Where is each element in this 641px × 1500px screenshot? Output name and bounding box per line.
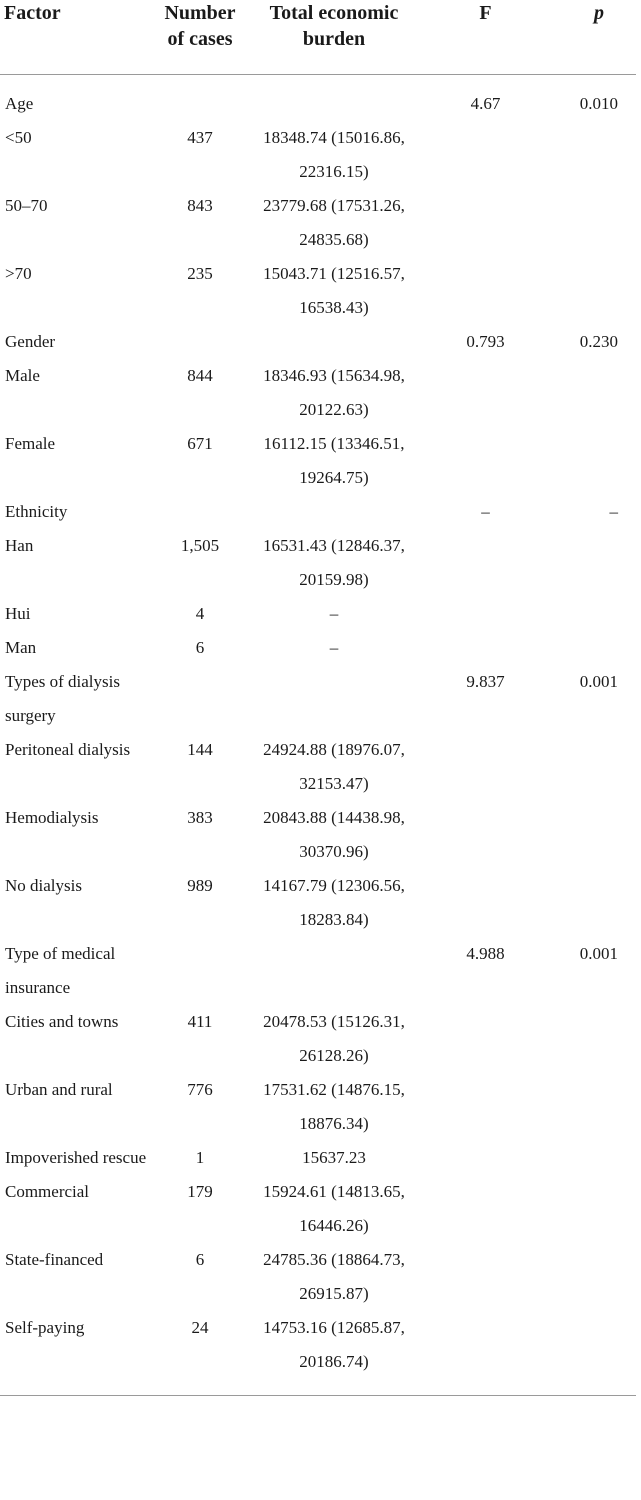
cell-total-economic-burden: 20478.53 (15126.31, 26128.26) bbox=[263, 1012, 405, 1065]
cell-p-value bbox=[548, 529, 636, 597]
cell-number-of-cases: 843 bbox=[187, 196, 213, 215]
cell-p-value bbox=[548, 121, 636, 189]
cell-p-value bbox=[548, 801, 636, 869]
cell-f-value bbox=[423, 1141, 548, 1175]
cell-total-economic-burden: 18348.74 (15016.86, 22316.15) bbox=[263, 128, 405, 181]
table-row bbox=[0, 1311, 636, 1396]
cell-factor: Self-paying bbox=[0, 1311, 155, 1396]
cell-number-of-cases: 989 bbox=[187, 876, 213, 895]
table-row bbox=[0, 189, 636, 257]
table-row bbox=[0, 1175, 636, 1243]
cell-factor: Age bbox=[5, 94, 34, 113]
table-row bbox=[0, 631, 636, 665]
cell-f-value bbox=[423, 257, 548, 325]
table-row bbox=[0, 121, 636, 189]
cell-f-value bbox=[423, 121, 548, 189]
cell-number-of-cases: 1,505 bbox=[180, 536, 220, 555]
cell-f-value bbox=[423, 1243, 548, 1311]
cell-f-value: 4.67 bbox=[470, 94, 501, 113]
cell-f-value bbox=[423, 359, 548, 427]
cell-f-value: 9.837 bbox=[466, 672, 505, 691]
cell-factor: Hui bbox=[5, 604, 31, 623]
cell-total-economic-burden: 17531.62 (14876.15, 18876.34) bbox=[263, 1080, 405, 1133]
header-p: p bbox=[548, 0, 636, 75]
cell-p-value bbox=[548, 1311, 636, 1396]
cell-total-economic-burden bbox=[245, 325, 423, 359]
cell-f-value: 4.988 bbox=[466, 944, 505, 963]
cell-factor: State-financed bbox=[5, 1250, 104, 1269]
cell-number-of-cases bbox=[155, 75, 245, 122]
cell-factor: Han bbox=[5, 536, 34, 555]
cell-total-economic-burden: 15924.61 (14813.65, 16446.26) bbox=[263, 1182, 405, 1235]
cell-factor: 50–70 bbox=[5, 196, 48, 215]
cell-factor: Ethnicity bbox=[5, 502, 68, 521]
cell-p-value: 0.230 bbox=[579, 332, 618, 351]
cell-total-economic-burden: 15043.71 (12516.57, 16538.43) bbox=[263, 264, 405, 317]
cell-number-of-cases: 179 bbox=[187, 1182, 213, 1201]
cell-number-of-cases: 144 bbox=[187, 740, 213, 759]
cell-factor: Gender bbox=[5, 332, 56, 351]
cell-number-of-cases: 844 bbox=[187, 366, 213, 385]
cell-number-of-cases: 776 bbox=[187, 1080, 213, 1099]
table-row bbox=[0, 869, 636, 937]
table-row bbox=[0, 1005, 636, 1073]
cell-factor: Hemodialysis bbox=[5, 808, 99, 827]
cell-total-economic-burden: – bbox=[329, 604, 339, 623]
header-total-economic-burden: Total economic burden bbox=[245, 0, 423, 75]
cell-total-economic-burden bbox=[245, 75, 423, 122]
cell-p-value bbox=[548, 631, 636, 665]
header-number-of-cases: Number of cases bbox=[155, 0, 245, 75]
cell-f-value bbox=[423, 801, 548, 869]
cell-number-of-cases bbox=[155, 495, 245, 529]
cell-f-value bbox=[423, 1073, 548, 1141]
cell-f-value: – bbox=[481, 502, 490, 521]
cell-total-economic-burden: 24785.36 (18864.73, 26915.87) bbox=[263, 1250, 405, 1303]
cell-total-economic-burden bbox=[245, 665, 423, 733]
cell-total-economic-burden bbox=[245, 937, 423, 1005]
cell-number-of-cases: 411 bbox=[187, 1012, 213, 1031]
cell-factor: >70 bbox=[5, 264, 32, 283]
header-row bbox=[0, 0, 636, 75]
cell-number-of-cases bbox=[155, 325, 245, 359]
cell-number-of-cases: 383 bbox=[187, 808, 213, 827]
cell-number-of-cases: 671 bbox=[187, 434, 213, 453]
header-factor: Factor bbox=[0, 0, 155, 75]
cell-p-value bbox=[548, 1243, 636, 1311]
cell-total-economic-burden: 16531.43 (12846.37, 20159.98) bbox=[263, 536, 405, 589]
cell-p-value bbox=[548, 597, 636, 631]
cell-factor: Female bbox=[5, 434, 56, 453]
cell-factor: Cities and towns bbox=[5, 1012, 119, 1031]
cell-factor: No dialysis bbox=[5, 876, 82, 895]
cell-f-value: 0.793 bbox=[466, 332, 505, 351]
cell-factor: Types of dialysis surgery bbox=[5, 672, 120, 725]
table-row bbox=[0, 1073, 636, 1141]
cell-p-value bbox=[548, 733, 636, 801]
table-body bbox=[0, 75, 636, 1396]
cell-number-of-cases: 6 bbox=[195, 638, 205, 657]
cell-total-economic-burden: 20843.88 (14438.98, 30370.96) bbox=[263, 808, 405, 861]
table-row bbox=[0, 801, 636, 869]
table-row bbox=[0, 359, 636, 427]
cell-total-economic-burden: 15637.23 bbox=[302, 1148, 366, 1167]
cell-p-value: – bbox=[609, 502, 618, 521]
cell-number-of-cases: 437 bbox=[187, 128, 213, 147]
cell-number-of-cases: 24 bbox=[155, 1311, 245, 1396]
cell-total-economic-burden: – bbox=[329, 638, 339, 657]
cell-p-value: 0.001 bbox=[579, 944, 618, 963]
cell-f-value bbox=[423, 189, 548, 257]
table-row bbox=[0, 495, 636, 529]
table-row bbox=[0, 1243, 636, 1311]
cell-p-value bbox=[548, 257, 636, 325]
cell-f-value bbox=[423, 597, 548, 631]
cell-factor: Male bbox=[5, 366, 40, 385]
cell-f-value bbox=[423, 529, 548, 597]
cell-factor: Urban and rural bbox=[5, 1080, 113, 1099]
cell-p-value: 0.010 bbox=[579, 94, 618, 113]
cell-f-value bbox=[423, 1311, 548, 1396]
table-row bbox=[0, 257, 636, 325]
cell-f-value bbox=[423, 733, 548, 801]
table-row bbox=[0, 529, 636, 597]
cell-factor: Man bbox=[5, 638, 37, 657]
cell-p-value bbox=[548, 1141, 636, 1175]
table-row bbox=[0, 665, 636, 733]
table-row bbox=[0, 937, 636, 1005]
cell-p-value bbox=[548, 869, 636, 937]
cell-p-value bbox=[548, 1175, 636, 1243]
cell-total-economic-burden: 16112.15 (13346.51, 19264.75) bbox=[263, 434, 405, 487]
cell-factor: Type of medical insurance bbox=[5, 944, 116, 997]
header-f: F bbox=[423, 0, 548, 75]
cell-factor: Commercial bbox=[5, 1182, 90, 1201]
cell-number-of-cases bbox=[155, 665, 245, 733]
cell-f-value bbox=[423, 427, 548, 495]
cell-total-economic-burden: 24924.88 (18976.07, 32153.47) bbox=[263, 740, 405, 793]
cell-number-of-cases: 6 bbox=[195, 1250, 205, 1269]
cell-total-economic-burden: 14167.79 (12306.56, 18283.84) bbox=[263, 876, 405, 929]
cell-factor: Impoverished rescue bbox=[5, 1148, 147, 1167]
cell-total-economic-burden bbox=[245, 495, 423, 529]
cell-p-value bbox=[548, 189, 636, 257]
cell-number-of-cases: 4 bbox=[195, 604, 205, 623]
cell-f-value bbox=[423, 631, 548, 665]
table-row bbox=[0, 75, 636, 122]
cell-number-of-cases: 235 bbox=[187, 264, 213, 283]
table-row bbox=[0, 1141, 636, 1175]
table-row bbox=[0, 325, 636, 359]
cell-total-economic-burden: 14753.16 (12685.87, 20186.74) bbox=[245, 1311, 423, 1396]
cell-p-value bbox=[548, 1073, 636, 1141]
table-row bbox=[0, 597, 636, 631]
cell-factor: Peritoneal dialysis bbox=[5, 740, 131, 759]
cell-p-value bbox=[548, 1005, 636, 1073]
cell-f-value bbox=[423, 869, 548, 937]
cell-factor: <50 bbox=[5, 128, 32, 147]
cell-total-economic-burden: 18346.93 (15634.98, 20122.63) bbox=[263, 366, 405, 419]
cell-f-value bbox=[423, 1175, 548, 1243]
table-header bbox=[0, 0, 636, 75]
cell-total-economic-burden: 23779.68 (17531.26, 24835.68) bbox=[263, 196, 405, 249]
table-row bbox=[0, 733, 636, 801]
cell-f-value bbox=[423, 1005, 548, 1073]
cell-p-value: 0.001 bbox=[579, 672, 618, 691]
cell-p-value bbox=[548, 359, 636, 427]
table-row bbox=[0, 427, 636, 495]
cell-p-value bbox=[548, 427, 636, 495]
cell-number-of-cases bbox=[155, 937, 245, 1005]
cell-number-of-cases: 1 bbox=[195, 1148, 205, 1167]
